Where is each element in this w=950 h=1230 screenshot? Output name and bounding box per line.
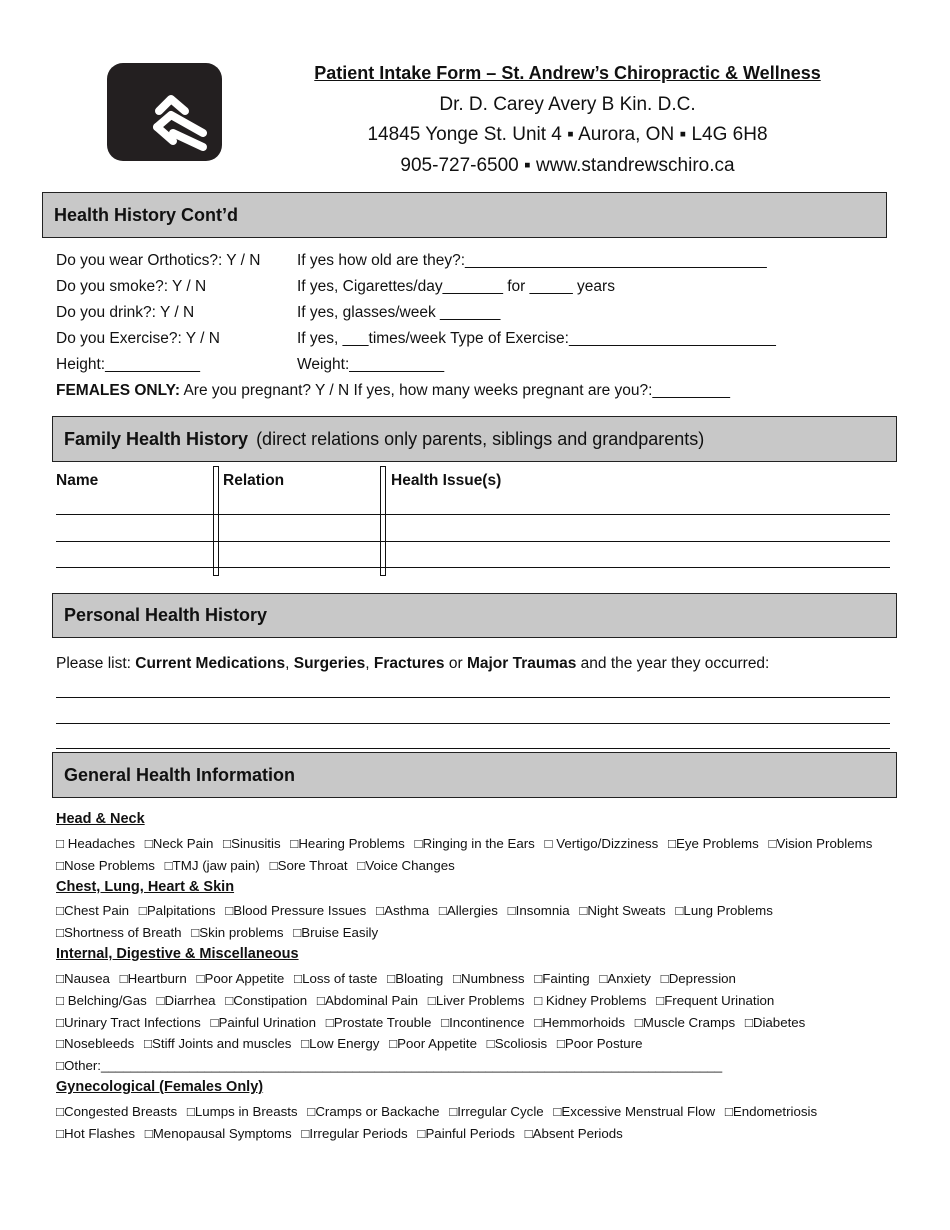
form-title: Patient Intake Form – St. Andrew’s Chiropractic & Wellness [314,63,821,83]
checkbox-option[interactable]: □Bloating [387,971,444,986]
prompt-text-end: and the year they occurred: [576,655,770,672]
column-divider [380,466,386,576]
checkbox-row [56,1104,823,1119]
drink-question[interactable]: Do you drink?: Y / N [56,304,195,321]
general-health-heading-text: General Health Information [64,764,296,785]
prompt-separator: or [444,655,467,672]
family-entry-line[interactable] [56,541,890,542]
checkbox-option[interactable]: □Cramps or Backache [307,1104,440,1119]
checkbox-option[interactable]: □Poor Appetite [196,971,285,986]
orthotics-age-field[interactable]: If yes how old are they?:___________________________________ [297,252,767,269]
pregnancy-question[interactable]: Are you pregnant? Y / N If yes, how many weeks pregnant are you?:_________ [183,382,731,399]
section-title-internal: Internal, Digestive & Miscellaneous [56,946,299,962]
checkbox-option[interactable]: □Ringing in the Ears [414,836,535,851]
family-entry-line[interactable] [56,567,890,568]
checkbox-option[interactable]: □Liver Problems [427,993,525,1008]
checkbox-option[interactable]: □ Belching/Gas [56,993,147,1008]
checkbox-option[interactable]: □Prostate Trouble [325,1015,432,1030]
checkbox-option[interactable]: □Lung Problems [675,903,773,918]
section-title-head-neck: Head & Neck [56,811,145,827]
col-issues-header: Health Issue(s) [391,472,502,489]
column-divider [213,466,219,576]
checkbox-row [56,836,878,851]
checkbox-option[interactable]: □Nosebleeds [56,1036,135,1051]
personal-history-heading [52,593,897,638]
checkbox-option[interactable]: □Low Energy [301,1036,380,1051]
checkbox-option[interactable]: □Anxiety [599,971,651,986]
checkbox-option[interactable]: □Frequent Urination [656,993,775,1008]
personal-history-prompt [56,655,769,673]
checkbox-option[interactable]: □Hot Flashes [56,1126,135,1141]
checkbox-option[interactable]: □Eye Problems [667,836,759,851]
checkbox-option[interactable]: □Insomnia [507,903,570,918]
checkbox-option[interactable]: □Diabetes [744,1015,806,1030]
checkbox-option[interactable]: □Blood Pressure Issues [225,903,367,918]
females-only-label: FEMALES ONLY: [56,382,181,399]
personal-entry-line[interactable] [56,748,890,749]
personal-entry-line[interactable] [56,697,890,698]
checkbox-option[interactable]: □Hemmorhoids [534,1015,626,1030]
family-history-heading-sub: (direct relations only parents, siblings and grandparents) [256,428,705,449]
checkbox-option[interactable]: □Numbness [452,971,525,986]
orthotics-question[interactable]: Do you wear Orthotics?: Y / N [56,252,261,269]
checkbox-option[interactable]: □Loss of taste [294,971,378,986]
checkbox-row [56,903,779,918]
prompt-medications: Current Medications [135,655,286,672]
family-history-heading-text: Family Health History [64,428,249,449]
checkbox-row [56,1126,629,1141]
checkbox-option[interactable]: □Depression [660,971,736,986]
personal-entry-line[interactable] [56,723,890,724]
prompt-text: Please list: [56,655,136,672]
checkbox-option[interactable]: □Stiff Joints and muscles [143,1036,292,1051]
col-name-header: Name [56,472,99,489]
checkbox-option[interactable]: □Congested Breasts [56,1104,178,1119]
checkbox-row [56,1015,811,1030]
checkbox-option[interactable]: □Endometriosis [724,1104,818,1119]
checkbox-row [56,858,461,873]
checkbox-option[interactable]: □TMJ (jaw pain) [164,858,260,873]
prompt-fractures: Fractures [373,655,445,672]
checkbox-option[interactable]: □Allergies [438,903,498,918]
checkbox-option[interactable]: □Absent Periods [524,1126,623,1141]
clinic-logo [107,63,222,161]
checkbox-option[interactable]: □Vision Problems [768,836,873,851]
checkbox-option[interactable]: □Heartburn [119,971,187,986]
checkbox-option[interactable]: □Hearing Problems [290,836,405,851]
checkbox-option[interactable]: □Diarrhea [156,993,216,1008]
checkbox-option[interactable]: □Poor Appetite [389,1036,477,1051]
exercise-question[interactable]: Do you Exercise?: Y / N [56,330,220,347]
checkbox-option[interactable]: □ Kidney Problems [534,993,647,1008]
checkbox-option[interactable]: □Sinusitis [223,836,281,851]
clinic-address: 14845 Yonge St. Unit 4 ▪ Aurora, ON ▪ L4G 6H8 [367,124,768,145]
checkbox-option[interactable]: □Chest Pain [56,903,130,918]
prompt-surgeries: Surgeries [293,655,366,672]
checkbox-option[interactable]: □Lumps in Breasts [186,1104,298,1119]
checkbox-option[interactable]: □Bruise Easily [293,925,379,940]
section-title-gynecological: Gynecological (Females Only) [56,1079,264,1095]
general-health-heading [52,752,897,798]
cigarettes-field[interactable]: If yes, Cigarettes/day_______ for _____ years [297,278,615,295]
checkbox-option[interactable]: □Nose Problems [56,858,155,873]
prompt-traumas: Major Traumas [466,655,577,672]
family-history-heading [52,416,897,462]
doctor-name: Dr. D. Carey Avery B Kin. D.C. [439,94,696,115]
checkbox-option[interactable]: □Nausea [56,971,110,986]
checkbox-option[interactable]: □Menopausal Symptoms [144,1126,292,1141]
chevron-logo-icon [107,63,222,161]
height-field[interactable]: Height:___________ [56,356,200,373]
checkbox-option[interactable]: □Palpitations [138,903,216,918]
checkbox-option[interactable]: □Abdominal Pain [316,993,419,1008]
glasses-field[interactable]: If yes, glasses/week _______ [297,304,501,321]
checkbox-row [56,971,742,986]
checkbox-option[interactable]: □Scoliosis [486,1036,548,1051]
checkbox-option[interactable]: □Asthma [376,903,430,918]
checkbox-option[interactable]: □Poor Posture [556,1036,643,1051]
weight-field[interactable]: Weight:___________ [297,356,445,373]
checkbox-option[interactable]: □Sore Throat [269,858,348,873]
exercise-field[interactable]: If yes, ___times/week Type of Exercise:________________________ [297,330,776,347]
checkbox-row [56,925,384,940]
checkbox-option[interactable]: □Constipation [225,993,308,1008]
personal-history-heading-text: Personal Health History [64,605,268,625]
checkbox-option[interactable]: □Painful Urination [210,1015,317,1030]
prompt-separator: , [365,655,374,672]
col-relation-header: Relation [223,472,285,489]
checkbox-option[interactable]: □Voice Changes [357,858,455,873]
checkbox-option[interactable]: □Muscle Cramps [634,1015,736,1030]
checkbox-option[interactable]: □Painful Periods [417,1126,515,1141]
checkbox-option[interactable]: □Night Sweats [579,903,666,918]
health-history-heading [42,192,887,238]
checkbox-row [56,993,780,1008]
checkbox-option[interactable]: □Skin problems [191,925,284,940]
checkbox-option[interactable]: □Shortness of Breath [56,925,182,940]
checkbox-option[interactable]: □Incontinence [441,1015,525,1030]
section-title-chest-lung: Chest, Lung, Heart & Skin [56,879,235,895]
checkbox-option[interactable]: □Irregular Periods [301,1126,408,1141]
family-entry-line[interactable] [56,514,890,515]
checkbox-option[interactable]: □Neck Pain [144,836,214,851]
clinic-contact: 905-727-6500 ▪ www.standrewschiro.ca [400,155,735,176]
smoke-question[interactable]: Do you smoke?: Y / N [56,278,207,295]
checkbox-option[interactable]: □Excessive Menstrual Flow [553,1104,716,1119]
checkbox-option[interactable]: □ Headaches [56,836,135,851]
checkbox-row [56,1036,649,1051]
pregnancy-row [56,382,730,400]
checkbox-option[interactable]: □Urinary Tract Infections [56,1015,201,1030]
checkbox-option[interactable]: □Fainting [534,971,590,986]
prompt-separator: , [285,655,294,672]
health-history-heading-text: Health History Cont’d [54,204,239,225]
checkbox-row [56,1058,728,1073]
other-field[interactable]: □Other:____________________________________________________________________________________ [56,1058,723,1073]
checkbox-option[interactable]: □ Vertigo/Dizziness [544,836,659,851]
checkbox-option[interactable]: □Irregular Cycle [449,1104,544,1119]
